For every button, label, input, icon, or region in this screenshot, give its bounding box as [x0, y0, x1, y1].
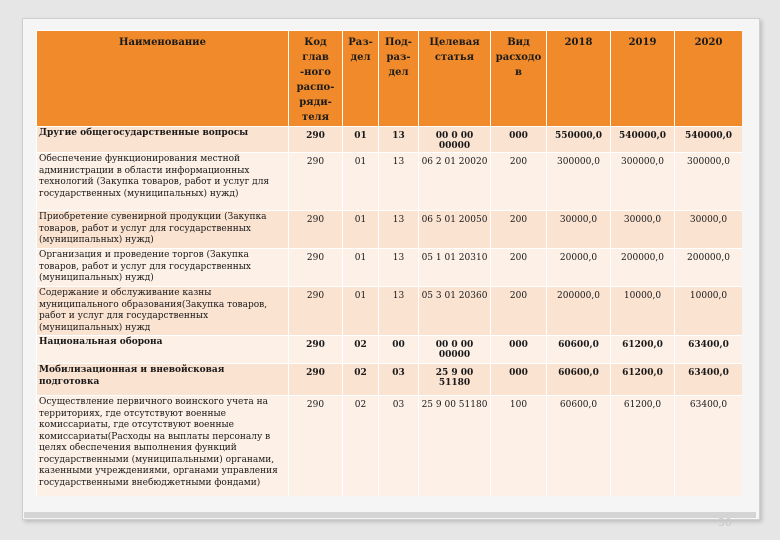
table-row	[37, 364, 743, 396]
cell-target: 06 5 01 20050	[419, 211, 491, 249]
cell-kind: 200	[491, 249, 547, 287]
cell-y2018: 550000,0	[547, 127, 611, 153]
table-row	[37, 211, 743, 249]
cell-y2020: 200000,0	[675, 249, 743, 287]
cell-y2018: 200000,0	[547, 287, 611, 336]
header-kind: Вид расходо в	[491, 31, 547, 127]
cell-subsection: 13	[379, 153, 419, 211]
cell-code: 290	[289, 127, 343, 153]
cell-y2019: 540000,0	[611, 127, 675, 153]
header-target: Целевая статья	[419, 31, 491, 127]
cell-kind: 000	[491, 127, 547, 153]
cell-y2020: 30000,0	[675, 211, 743, 249]
cell-y2019: 10000,0	[611, 287, 675, 336]
cell-target: 25 9 00 51180	[419, 364, 491, 396]
header-name: Наименование	[37, 31, 289, 127]
cell-kind: 000	[491, 336, 547, 364]
cell-code: 290	[289, 211, 343, 249]
cell-code: 290	[289, 364, 343, 396]
cell-y2018: 300000,0	[547, 153, 611, 211]
cell-y2020: 63400,0	[675, 336, 743, 364]
cell-subsection: 13	[379, 127, 419, 153]
cell-y2018: 60600,0	[547, 396, 611, 497]
cell-subsection: 13	[379, 211, 419, 249]
header-2020: 2020	[675, 31, 743, 127]
cell-target: 06 2 01 20020	[419, 153, 491, 211]
cell-section: 01	[343, 287, 379, 336]
cell-y2020: 540000,0	[675, 127, 743, 153]
table-row	[37, 396, 743, 497]
cell-section: 01	[343, 249, 379, 287]
cell-name: Другие общегосударственные вопросы	[37, 127, 289, 153]
table-header-row	[37, 31, 743, 127]
cell-y2018: 20000,0	[547, 249, 611, 287]
cell-name: Обеспечение функционирования местной администрации в области информационных технологий (Закупка товаров, работ и услуг для государственных (муниципальных) нужд)	[37, 153, 289, 211]
cell-y2018: 60600,0	[547, 364, 611, 396]
cell-section: 02	[343, 396, 379, 497]
header-2018: 2018	[547, 31, 611, 127]
cell-kind: 000	[491, 364, 547, 396]
cell-y2020: 63400,0	[675, 396, 743, 497]
cell-name: Осуществление первичного воинского учета на территориях, где отсутствуют военные комиссариаты, где отсутствуют военные комиссариаты(Расходы на выплаты персоналу в целях обеспечения выполнения функций государственными (муниципальными) органами, казенными учреждениями, органами управления государственными внебюджетными фондами)	[37, 396, 289, 497]
cell-subsection: 03	[379, 364, 419, 396]
cell-name: Национальная оборона	[37, 336, 289, 364]
cell-kind: 200	[491, 287, 547, 336]
cell-y2020: 300000,0	[675, 153, 743, 211]
table-row	[37, 127, 743, 153]
cell-y2019: 200000,0	[611, 249, 675, 287]
cell-subsection: 03	[379, 396, 419, 497]
cell-code: 290	[289, 153, 343, 211]
cell-section: 02	[343, 336, 379, 364]
table-row	[37, 336, 743, 364]
cell-kind: 100	[491, 396, 547, 497]
table-body	[37, 127, 743, 497]
slide	[36, 30, 742, 496]
cell-y2019: 61200,0	[611, 336, 675, 364]
header-code: Код глав -ного распо-ряди-теля	[289, 31, 343, 127]
table-row	[37, 153, 743, 211]
cell-section: 01	[343, 127, 379, 153]
page-number: 30	[718, 516, 732, 529]
cell-y2018: 60600,0	[547, 336, 611, 364]
header-section: Раз-дел	[343, 31, 379, 127]
cell-subsection: 13	[379, 249, 419, 287]
cell-kind: 200	[491, 211, 547, 249]
header-2019: 2019	[611, 31, 675, 127]
cell-y2019: 61200,0	[611, 396, 675, 497]
cell-code: 290	[289, 336, 343, 364]
cell-kind: 200	[491, 153, 547, 211]
slide-frame-bottom-bar	[24, 512, 756, 518]
cell-name: Приобретение сувенирной продукции (Закупка товаров, работ и услуг для государственных (муниципальных) нужд)	[37, 211, 289, 249]
table-row	[37, 249, 743, 287]
cell-target: 00 0 00 00000	[419, 127, 491, 153]
cell-y2020: 63400,0	[675, 364, 743, 396]
cell-code: 290	[289, 249, 343, 287]
cell-y2020: 10000,0	[675, 287, 743, 336]
table-row	[37, 287, 743, 336]
cell-subsection: 00	[379, 336, 419, 364]
cell-name: Содержание и обслуживание казны муниципального образования(Закупка товаров, работ и услуг для государственных (муниципальных) нужд	[37, 287, 289, 336]
cell-code: 290	[289, 287, 343, 336]
cell-target: 25 9 00 51180	[419, 396, 491, 497]
cell-section: 02	[343, 364, 379, 396]
cell-name: Организация и проведение торгов (Закупка товаров, работ и услуг для государственных (муниципальных) нужд)	[37, 249, 289, 287]
cell-subsection: 13	[379, 287, 419, 336]
cell-target: 05 3 01 20360	[419, 287, 491, 336]
cell-y2018: 30000,0	[547, 211, 611, 249]
cell-y2019: 61200,0	[611, 364, 675, 396]
cell-y2019: 30000,0	[611, 211, 675, 249]
cell-name: Мобилизационная и вневойсковая подготовка	[37, 364, 289, 396]
cell-code: 290	[289, 396, 343, 497]
cell-target: 05 1 01 20310	[419, 249, 491, 287]
cell-section: 01	[343, 153, 379, 211]
cell-target: 00 0 00 00000	[419, 336, 491, 364]
cell-y2019: 300000,0	[611, 153, 675, 211]
budget-table	[36, 30, 742, 496]
cell-section: 01	[343, 211, 379, 249]
header-subsection: Под-раз-дел	[379, 31, 419, 127]
